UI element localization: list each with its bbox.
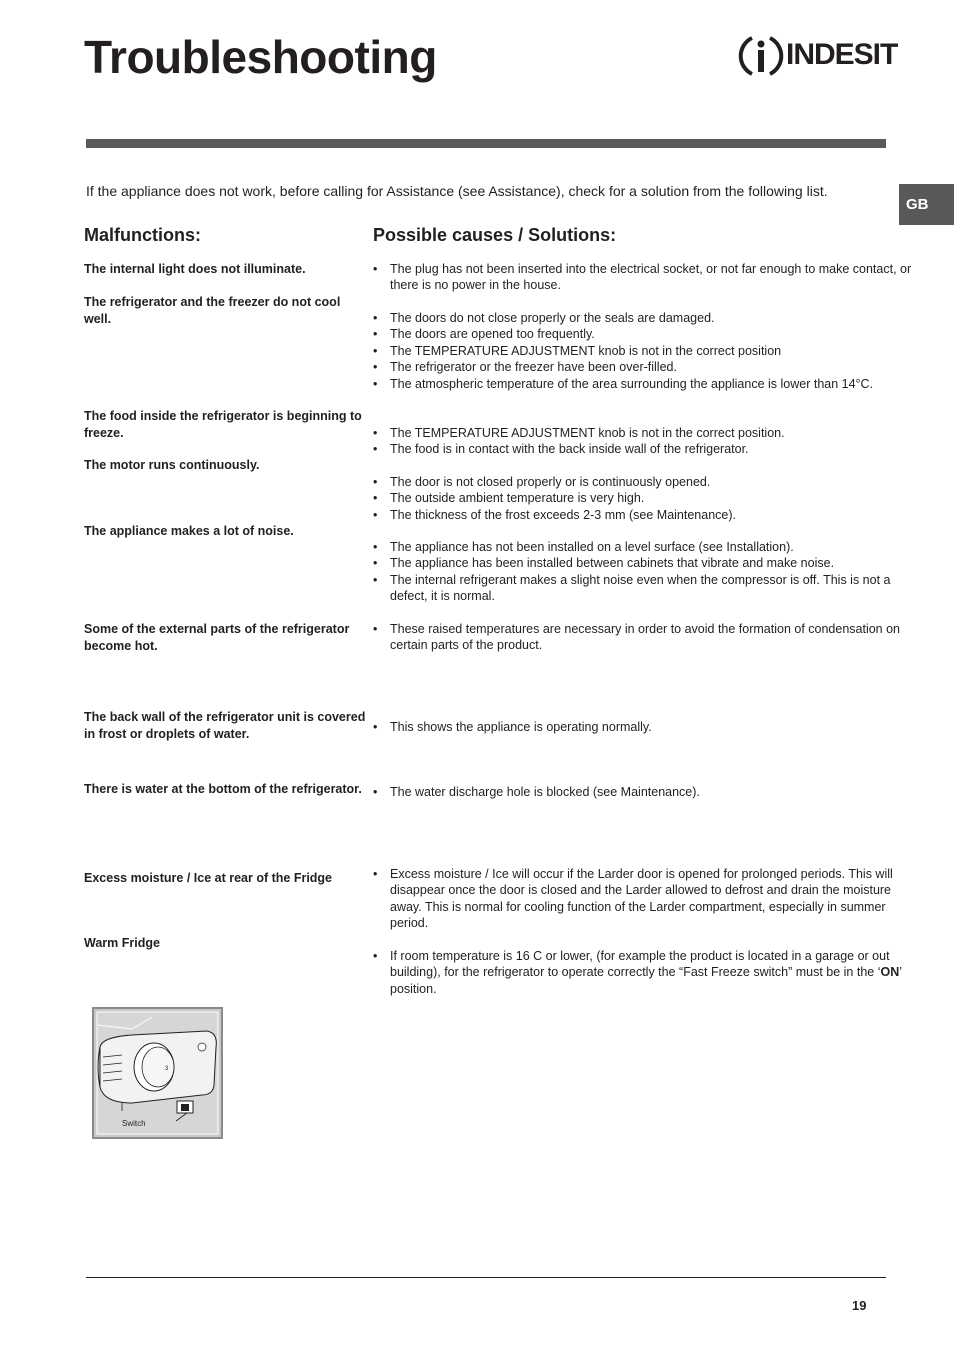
switch-label: Switch bbox=[122, 1119, 146, 1128]
solution-list bbox=[373, 866, 913, 932]
solution-item: • These raised temperatures are necessary in order to avoid the formation of condensation on certain parts of the product. bbox=[373, 621, 913, 654]
solution-item: • The food is in contact with the back inside wall of the refrigerator. bbox=[373, 441, 913, 457]
malfunction-item: The back wall of the refrigerator unit is covered in frost or droplets of water. bbox=[84, 710, 366, 741]
solution-item: • The refrigerator or the freezer have been over-filled. bbox=[373, 359, 913, 375]
solution-item: • The atmospheric temperature of the area surrounding the appliance is lower than 14°C. bbox=[373, 376, 913, 392]
warm-fridge-text-end: ’ position. bbox=[390, 965, 902, 996]
solution-item: • The outside ambient temperature is very high. bbox=[373, 490, 913, 506]
fast-freeze-switch-illustration bbox=[92, 1007, 223, 1139]
solutions-heading: Possible causes / Solutions: bbox=[373, 225, 617, 245]
dial-number: 3 bbox=[165, 1066, 169, 1072]
solution-item: • The TEMPERATURE ADJUSTMENT knob is not in the correct position. bbox=[373, 425, 913, 441]
indesit-logo-icon bbox=[738, 32, 786, 80]
malfunction-item: The appliance makes a lot of noise. bbox=[84, 524, 294, 538]
solution-list bbox=[373, 261, 913, 294]
solution-list bbox=[373, 474, 913, 523]
solution-list bbox=[373, 310, 913, 392]
solution-item: • The TEMPERATURE ADJUSTMENT knob is not in the correct position bbox=[373, 343, 913, 359]
solution-list bbox=[373, 948, 913, 997]
solution-item: • Excess moisture / Ice will occur if the Larder door is opened for prolonged periods. This will disappear once the door is closed and the Larder allowed to defrost and drain the moisture away. This is normal for cooling function of the Larder compartment, especially in summer period. bbox=[373, 866, 913, 932]
malfunction-item: The internal light does not illuminate. bbox=[84, 262, 306, 276]
solution-item: • The thickness of the frost exceeds 2-3 mm (see Maintenance). bbox=[373, 507, 913, 523]
malfunction-item: The refrigerator and the freezer do not cool well. bbox=[84, 295, 341, 326]
solution-item: • The doors do not close properly or the seals are damaged. bbox=[373, 310, 913, 326]
malfunction-item: There is water at the bottom of the refrigerator. bbox=[84, 782, 362, 796]
solution-list bbox=[373, 621, 913, 654]
solution-list bbox=[373, 784, 913, 800]
language-tab: GB bbox=[899, 184, 954, 225]
malfunction-item: Warm Fridge bbox=[84, 936, 160, 950]
solution-list bbox=[373, 719, 913, 735]
footer-divider bbox=[86, 1277, 886, 1278]
warm-fridge-solution bbox=[373, 948, 913, 997]
warm-fridge-text-start: If room temperature is 16 C or lower, (for example the product is located in a garage or out building), for the refrigerator to operate correctly the “Fast Freeze switch” must be in the ‘ bbox=[390, 949, 890, 980]
header-divider bbox=[86, 139, 886, 148]
page-number: 19 bbox=[852, 1298, 867, 1313]
indesit-logo bbox=[738, 32, 903, 80]
brand-name: INDESIT bbox=[786, 38, 898, 71]
malfunction-item: Excess moisture / Ice at rear of the Fridge bbox=[84, 871, 333, 885]
malfunction-item: The food inside the refrigerator is beginning to freeze. bbox=[84, 409, 362, 440]
solution-item: • This shows the appliance is operating normally. bbox=[373, 719, 913, 735]
solution-item: • The internal refrigerant makes a slight noise even when the compressor is off. This is not a defect, it is normal. bbox=[373, 572, 913, 605]
malfunctions-heading: Malfunctions: bbox=[84, 225, 201, 245]
solution-item: • The doors are opened too frequently. bbox=[373, 326, 913, 342]
solution-list bbox=[373, 539, 913, 605]
solution-item: • The water discharge hole is blocked (see Maintenance). bbox=[373, 784, 913, 800]
warm-fridge-on-label: ON bbox=[880, 965, 900, 980]
malfunction-item: The motor runs continuously. bbox=[84, 458, 260, 472]
malfunction-item: Some of the external parts of the refrigerator become hot. bbox=[84, 622, 350, 653]
solution-item: • The plug has not been inserted into the electrical socket, or not far enough to make contact, or there is no power in the house. bbox=[373, 261, 913, 294]
solution-item: • The appliance has not been installed on a level surface (see Installation). bbox=[373, 539, 913, 555]
intro-text: If the appliance does not work, before calling for Assistance (see Assistance), check for a solution from the following list. bbox=[86, 183, 828, 199]
solution-item: • The appliance has been installed between cabinets that vibrate and make noise. bbox=[373, 555, 913, 571]
solution-item: • The door is not closed properly or is continuously opened. bbox=[373, 474, 913, 490]
solution-list bbox=[373, 425, 913, 458]
page-title: Troubleshooting bbox=[84, 31, 437, 83]
